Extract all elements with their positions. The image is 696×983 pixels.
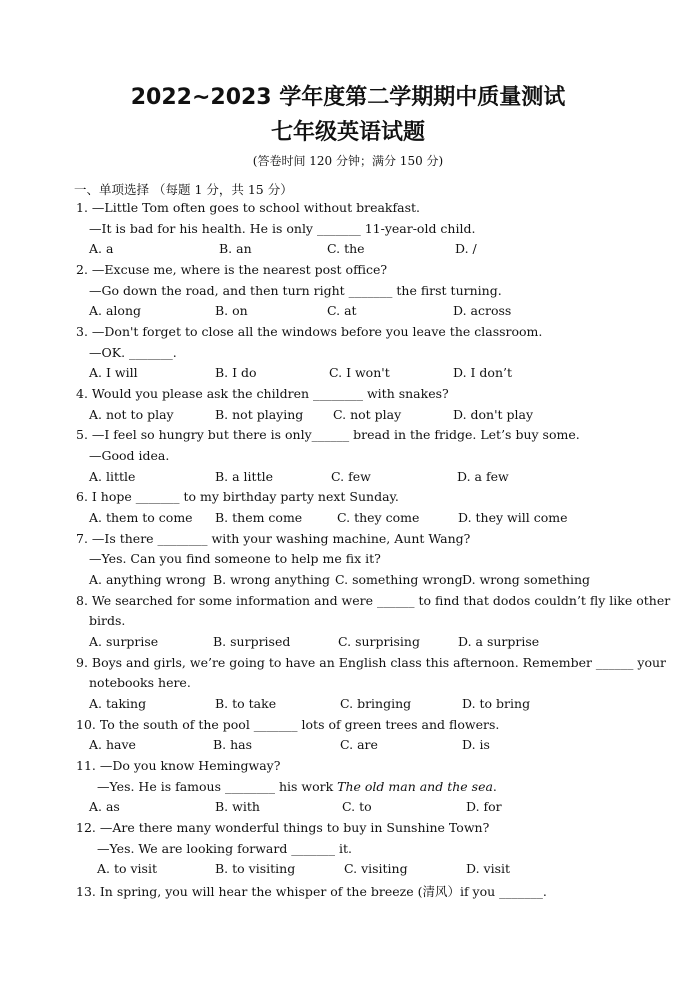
option-a: A. have	[89, 737, 136, 752]
option-b: B. wrong anything	[213, 572, 331, 587]
option-c: C. surprising	[338, 634, 420, 649]
option-b: B. has	[213, 737, 253, 752]
option-b: B. to take	[215, 696, 277, 711]
question-stem: —It is bad for his health. He is only _______ 11-year-old child.	[89, 221, 476, 236]
option-c: C. few	[331, 469, 371, 484]
question-stem: 9. Boys and girls, we’re going to have an English class this afternoon. Remember ______ your	[76, 655, 667, 670]
option-a: A. to visit	[97, 861, 157, 876]
question-stem: 12. —Are there many wonderful things to buy in Sunshine Town?	[76, 820, 490, 835]
option-c: C. are	[340, 737, 378, 752]
option-d: D. /	[455, 241, 477, 256]
option-b: B. an	[219, 241, 252, 256]
question-stem: 10. To the south of the pool _______ lots of green trees and flowers.	[76, 717, 500, 732]
question-stem: 8. We searched for some information and were ______ to find that dodos couldn’t fly like other	[76, 593, 671, 608]
question-stem: 13. In spring, you will hear the whisper of the breeze (清风）if you _______.	[76, 884, 547, 899]
option-a: A. anything wrong	[89, 572, 206, 587]
question-stem: 2. —Excuse me, where is the nearest post office?	[76, 262, 388, 277]
option-a: A. surprise	[89, 634, 159, 649]
exam-time-score-note: (答卷时间 120 分钟；满分 150 分)	[252, 154, 444, 168]
question-stem: 4. Would you please ask the children ________ with snakes?	[76, 386, 449, 401]
question-stem: 3. —Don't forget to close all the windows before you leave the classroom.	[76, 324, 543, 339]
option-c: C. they come	[337, 510, 420, 525]
option-d: D. across	[453, 303, 512, 318]
option-d: D. a surprise	[458, 634, 540, 649]
section-heading: 一、单项选择 （每题 1 分，共 15 分）	[74, 182, 293, 197]
option-d: D. is	[462, 737, 490, 752]
option-c: C. something wrong	[335, 572, 463, 587]
question-stem: 1. —Little Tom often goes to school without breakfast.	[76, 200, 420, 215]
option-a: A. as	[89, 799, 120, 814]
stem-text: —Yes. He is famous ________ his work	[97, 779, 338, 794]
book-title: The old man and the sea	[337, 779, 493, 794]
option-c: C. at	[327, 303, 357, 318]
question-stem: —Yes. Can you find someone to help me fix it?	[89, 551, 381, 566]
option-b: B. I do	[215, 365, 257, 380]
option-d: D. wrong something	[462, 572, 591, 587]
option-d: D. don't play	[453, 407, 534, 422]
option-d: D. visit	[466, 861, 511, 876]
stem-end: .	[492, 779, 497, 794]
question-stem: —Yes. We are looking forward _______ it.	[97, 841, 353, 856]
option-d: D. to bring	[462, 696, 531, 711]
question-stem: 6. I hope _______ to my birthday party next Sunday.	[76, 489, 399, 504]
option-a: A. them to come	[89, 510, 193, 525]
option-b: B. with	[215, 799, 260, 814]
option-a: A. little	[89, 469, 136, 484]
option-a: A. along	[89, 303, 142, 318]
option-c: C. visiting	[344, 861, 408, 876]
question-stem: notebooks here.	[89, 675, 191, 690]
option-d: D. for	[466, 799, 502, 814]
option-d: D. I don’t	[453, 365, 513, 380]
option-c: C. to	[342, 799, 372, 814]
question-stem: birds.	[89, 613, 126, 628]
question-stem: 7. —Is there ________ with your washing machine, Aunt Wang?	[76, 531, 471, 546]
option-a: A. a	[89, 241, 114, 256]
question-stem: —OK. _______.	[89, 345, 177, 360]
question-stem	[97, 779, 497, 794]
option-c: C. bringing	[340, 696, 412, 711]
option-d: D. they will come	[458, 510, 568, 525]
option-c: C. the	[327, 241, 365, 256]
question-stem: 11. —Do you know Hemingway?	[76, 758, 281, 773]
question-stem: —Good idea.	[89, 448, 170, 463]
option-c: C. I won't	[329, 365, 390, 380]
question-stem: 5. —I feel so hungry but there is only______ bread in the fridge. Let’s buy some.	[76, 427, 580, 442]
exam-subject-title: 七年级英语试题	[270, 120, 425, 145]
option-a: A. I will	[89, 365, 138, 380]
option-b: B. a little	[215, 469, 273, 484]
option-b: B. to visiting	[215, 861, 296, 876]
option-c: C. not play	[333, 407, 402, 422]
option-a: A. not to play	[89, 407, 174, 422]
option-b: B. not playing	[215, 407, 304, 422]
option-b: B. on	[215, 303, 248, 318]
question-stem: —Go down the road, and then turn right _______ the first turning.	[89, 283, 502, 298]
option-d: D. a few	[457, 469, 509, 484]
option-a: A. taking	[89, 696, 147, 711]
exam-title: 2022~2023 学年度第二学期期中质量测试	[130, 85, 566, 110]
option-b: B. surprised	[213, 634, 291, 649]
option-b: B. them come	[215, 510, 303, 525]
